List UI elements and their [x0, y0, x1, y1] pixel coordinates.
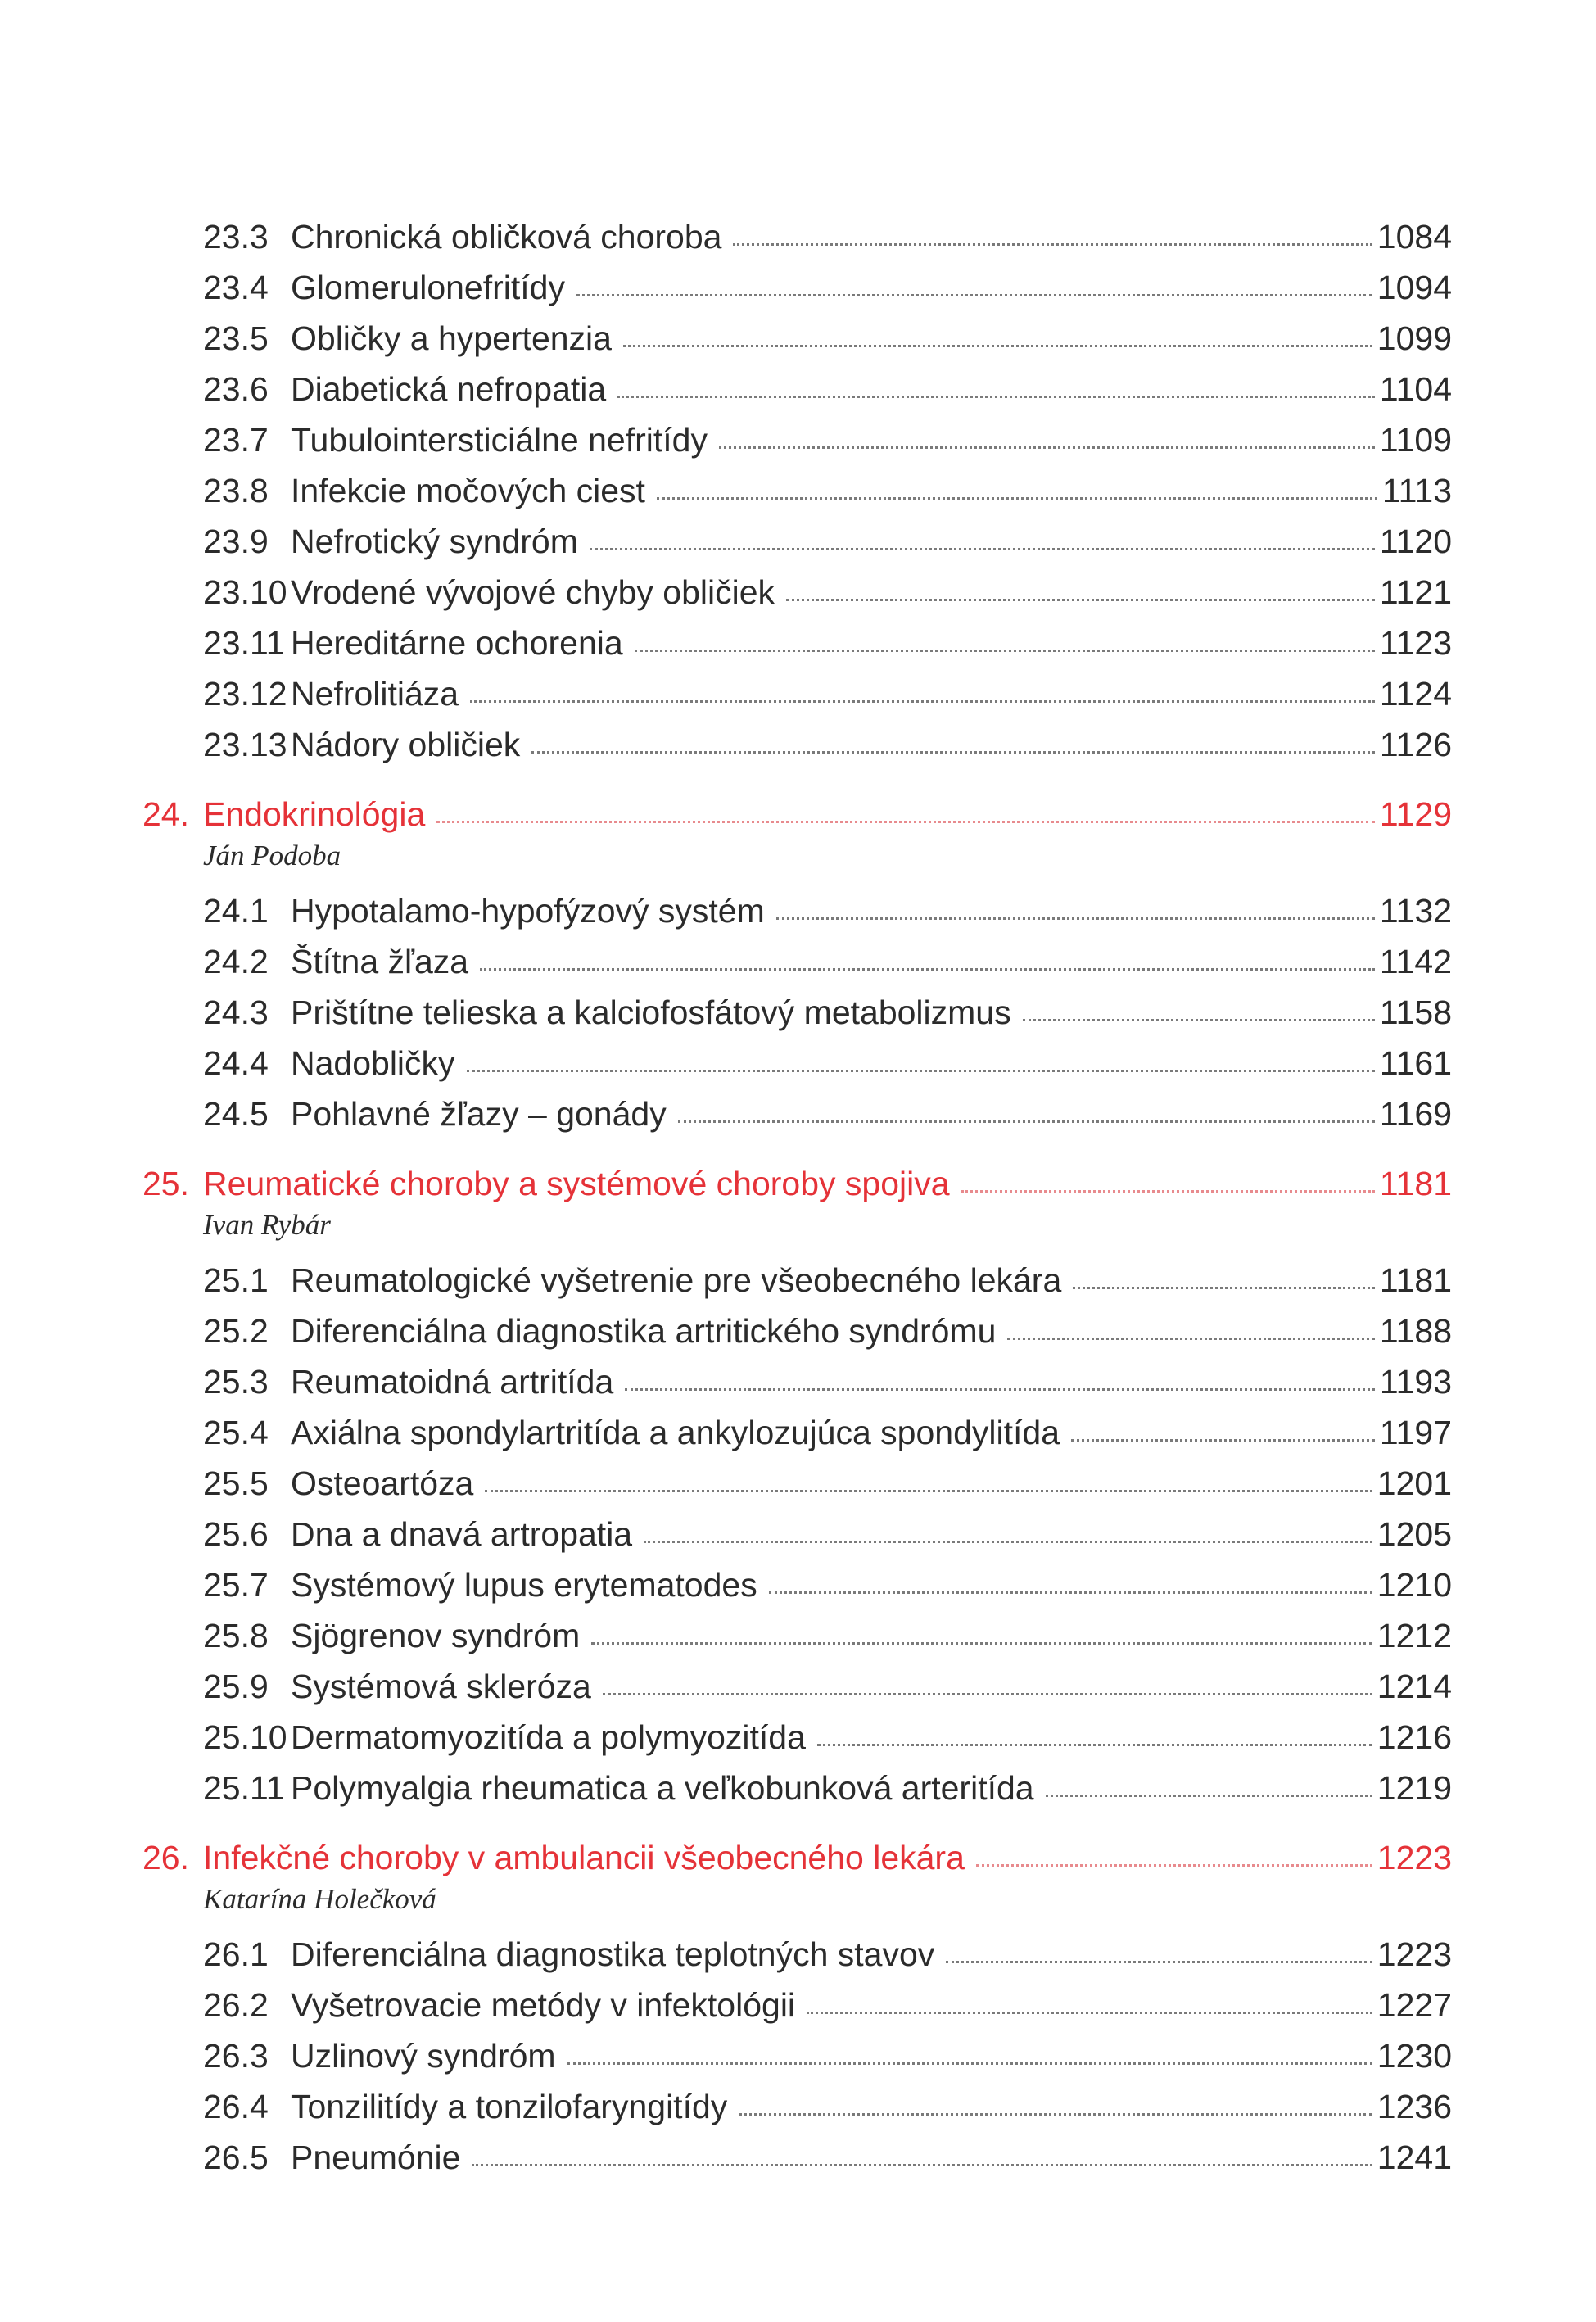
page-number: 1210 [1377, 1566, 1452, 1604]
section-number: 25.3 [203, 1363, 269, 1401]
dot-leader [807, 2012, 1372, 2014]
section-title: Systémový lupus erytematodes [291, 1566, 757, 1604]
section-title: Dermatomyozitída a polymyozitída [291, 1718, 806, 1756]
page-number: 1212 [1377, 1617, 1452, 1654]
section-title: Chronická obličková choroba [291, 218, 722, 256]
dot-leader [739, 2113, 1372, 2116]
page-number: 1241 [1377, 2139, 1452, 2176]
dot-leader [467, 1070, 1375, 1072]
section-number: 25.4 [203, 1414, 269, 1451]
dot-leader [678, 1120, 1375, 1123]
page-number: 1094 [1377, 269, 1452, 306]
dot-leader [603, 1693, 1372, 1695]
section-number: 24.4 [203, 1044, 269, 1082]
page-number: 1181 [1379, 1261, 1452, 1299]
page-number: 1201 [1377, 1464, 1452, 1502]
section-title: Obličky a hypertenzia [291, 319, 612, 357]
section-number: 25.7 [203, 1566, 269, 1604]
section-number: 26.1 [203, 1935, 269, 1973]
dot-leader [635, 650, 1375, 652]
toc-row[interactable] [0, 568, 1596, 617]
page-number: 1219 [1377, 1769, 1452, 1807]
dot-leader [719, 446, 1375, 449]
page-number: 1084 [1377, 218, 1452, 256]
dot-leader [657, 497, 1377, 500]
toc-row[interactable] [0, 1089, 1596, 1138]
section-title: Polymyalgia rheumatica a veľkobunková arteritída [291, 1769, 1034, 1807]
toc-row[interactable] [0, 466, 1596, 515]
section-number: 26.2 [203, 1986, 269, 2024]
section-title: Hereditárne ochorenia [291, 624, 623, 662]
dot-leader [776, 917, 1375, 920]
toc-row[interactable] [0, 1930, 1596, 1979]
page-number: 1124 [1379, 675, 1452, 713]
toc-row[interactable] [0, 1306, 1596, 1356]
toc-row[interactable] [0, 314, 1596, 363]
section-title: Infekcie močových ciest [291, 472, 645, 509]
page-number: 1113 [1381, 472, 1452, 509]
section-title: Systémová skleróza [291, 1668, 591, 1705]
chapter-row[interactable] [0, 1833, 1596, 1882]
dot-leader [485, 1490, 1372, 1492]
section-title: Vyšetrovacie metódy v infektológii [291, 1986, 796, 2024]
section-number: 25.10 [203, 1718, 287, 1756]
dot-leader [576, 294, 1372, 296]
section-number: 25.11 [203, 1769, 285, 1807]
chapter-number: 24. [142, 795, 189, 833]
dot-leader [470, 700, 1375, 703]
dot-leader [567, 2062, 1372, 2065]
toc-row[interactable] [0, 415, 1596, 464]
section-title: Axiálna spondylartritída a ankylozujúca spondylitída [291, 1414, 1060, 1451]
page-number: 1109 [1379, 421, 1452, 459]
section-number: 26.3 [203, 2037, 269, 2075]
section-title: Nefrotický syndróm [291, 523, 578, 560]
section-title: Dna a dnavá artropatia [291, 1515, 633, 1553]
dot-leader [1073, 1287, 1375, 1289]
page-number: 1123 [1379, 624, 1452, 662]
page-number: 1181 [1379, 1165, 1452, 1202]
chapter-number: 25. [142, 1165, 189, 1202]
section-number: 23.3 [203, 218, 269, 256]
section-title: Vrodené vývojové chyby obličiek [291, 573, 775, 611]
page-number: 1230 [1377, 2037, 1452, 2075]
page-number: 1132 [1379, 892, 1452, 930]
toc-row[interactable] [0, 1357, 1596, 1406]
dot-leader [436, 821, 1375, 823]
section-number: 23.12 [203, 675, 287, 713]
section-title: Hypotalamo-hypofýzový systém [291, 892, 765, 930]
page-number: 1205 [1377, 1515, 1452, 1553]
chapter-title: Infekčné choroby v ambulancii všeobecného lekára [203, 1839, 965, 1876]
dot-leader [976, 1864, 1372, 1867]
dot-leader [769, 1591, 1372, 1594]
toc-row[interactable] [0, 212, 1596, 261]
section-title: Nefrolitiáza [291, 675, 459, 713]
chapter-number: 26. [142, 1839, 189, 1876]
section-number: 23.10 [203, 573, 287, 611]
section-number: 25.6 [203, 1515, 269, 1553]
section-number: 26.4 [203, 2088, 269, 2125]
page-number: 1142 [1379, 943, 1452, 980]
toc-row[interactable] [0, 1611, 1596, 1660]
toc-row[interactable] [0, 1459, 1596, 1508]
dot-leader [531, 751, 1375, 754]
chapter-row[interactable] [0, 1159, 1596, 1208]
toc-row[interactable] [0, 618, 1596, 668]
toc-row[interactable] [0, 2133, 1596, 2182]
section-number: 23.7 [203, 421, 269, 459]
page-number: 1104 [1379, 370, 1452, 408]
page-number: 1214 [1377, 1668, 1452, 1705]
dot-leader [961, 1190, 1375, 1193]
toc-row[interactable] [0, 988, 1596, 1037]
toc-row[interactable] [0, 1256, 1596, 1305]
dot-leader [625, 1388, 1375, 1391]
toc-row[interactable] [0, 2082, 1596, 2131]
toc-row[interactable] [0, 1713, 1596, 1762]
section-number: 24.1 [203, 892, 269, 930]
section-number: 23.9 [203, 523, 269, 560]
dot-leader [623, 345, 1372, 347]
section-title: Tubulointersticiálne nefritídy [291, 421, 708, 459]
toc-row[interactable] [0, 1763, 1596, 1813]
page-number: 1227 [1377, 1986, 1452, 2024]
section-title: Glomerulonefritídy [291, 269, 565, 306]
page-number: 1197 [1379, 1414, 1452, 1451]
dot-leader [1071, 1439, 1375, 1442]
section-number: 25.2 [203, 1312, 269, 1350]
section-number: 23.11 [203, 624, 285, 662]
page-number: 1169 [1379, 1095, 1452, 1133]
toc-row[interactable] [0, 669, 1596, 718]
dot-leader [480, 968, 1375, 971]
toc-row[interactable] [0, 1560, 1596, 1609]
page-number: 1121 [1379, 573, 1452, 611]
dot-leader [733, 243, 1372, 246]
section-number: 25.5 [203, 1464, 269, 1502]
section-title: Reumatologické vyšetrenie pre všeobecného lekára [291, 1261, 1062, 1299]
dot-leader [1023, 1019, 1375, 1021]
chapter-author: Ivan Rybár [203, 1209, 331, 1241]
dot-leader [591, 1642, 1372, 1645]
section-number: 24.3 [203, 994, 269, 1031]
page-number: 1216 [1377, 1718, 1452, 1756]
toc-row[interactable] [0, 1510, 1596, 1559]
section-title: Pohlavné žľazy – gonády [291, 1095, 667, 1133]
dot-leader [1046, 1795, 1372, 1797]
toc-row[interactable] [0, 1662, 1596, 1711]
toc-row[interactable] [0, 2031, 1596, 2080]
page-number: 1223 [1377, 1935, 1452, 1973]
chapter-author: Katarína Holečková [203, 1883, 436, 1915]
chapter-title: Endokrinológia [203, 795, 426, 833]
section-number: 24.2 [203, 943, 269, 980]
section-title: Diferenciálna diagnostika teplotných stavov [291, 1935, 935, 1973]
section-number: 25.9 [203, 1668, 269, 1705]
page-number: 1223 [1377, 1839, 1452, 1876]
dot-leader [617, 396, 1375, 398]
chapter-title: Reumatické choroby a systémové choroby spojiva [203, 1165, 950, 1202]
section-title: Diferenciálna diagnostika artritického syndrómu [291, 1312, 997, 1350]
toc-row[interactable] [0, 517, 1596, 566]
page-number: 1099 [1377, 319, 1452, 357]
section-title: Nadobličky [291, 1044, 455, 1082]
page-number: 1188 [1379, 1312, 1452, 1350]
section-number: 23.6 [203, 370, 269, 408]
toc-row[interactable] [0, 886, 1596, 935]
section-number: 25.8 [203, 1617, 269, 1654]
dot-leader [590, 548, 1375, 550]
chapter-author: Ján Podoba [203, 840, 341, 871]
section-number: 23.13 [203, 726, 287, 763]
toc-row[interactable] [0, 364, 1596, 414]
section-title: Sjögrenov syndróm [291, 1617, 581, 1654]
section-title: Tonzilitídy a tonzilofaryngitídy [291, 2088, 728, 2125]
page-number: 1193 [1379, 1363, 1452, 1401]
toc-row[interactable] [0, 1039, 1596, 1088]
dot-leader [644, 1541, 1372, 1543]
section-title: Štítna žľaza [291, 943, 469, 980]
page-number: 1129 [1379, 795, 1452, 833]
toc-row[interactable] [0, 1980, 1596, 2030]
dot-leader [817, 1744, 1372, 1746]
page-number: 1158 [1379, 994, 1452, 1031]
page-number: 1120 [1379, 523, 1452, 560]
section-title: Nádory obličiek [291, 726, 521, 763]
dot-leader [1007, 1338, 1374, 1340]
section-number: 24.5 [203, 1095, 269, 1133]
toc-row[interactable] [0, 263, 1596, 312]
section-title: Reumatoidná artritída [291, 1363, 614, 1401]
chapter-row[interactable] [0, 790, 1596, 839]
page-number: 1161 [1379, 1044, 1452, 1082]
section-title: Pneumónie [291, 2139, 461, 2176]
toc-row[interactable] [0, 720, 1596, 769]
section-title: Prištítne telieska a kalciofosfátový metabolizmus [291, 994, 1011, 1031]
section-number: 25.1 [203, 1261, 269, 1299]
page-number: 1236 [1377, 2088, 1452, 2125]
section-number: 23.5 [203, 319, 269, 357]
dot-leader [786, 599, 1375, 601]
section-number: 23.4 [203, 269, 269, 306]
section-title: Uzlinový syndróm [291, 2037, 556, 2075]
dot-leader [946, 1961, 1372, 1963]
toc-row[interactable] [0, 1408, 1596, 1457]
section-title: Diabetická nefropatia [291, 370, 607, 408]
page-number: 1126 [1379, 726, 1452, 763]
section-number: 23.8 [203, 472, 269, 509]
section-title: Osteoartóza [291, 1464, 474, 1502]
section-number: 26.5 [203, 2139, 269, 2176]
dot-leader [472, 2164, 1372, 2166]
toc-row[interactable] [0, 937, 1596, 986]
